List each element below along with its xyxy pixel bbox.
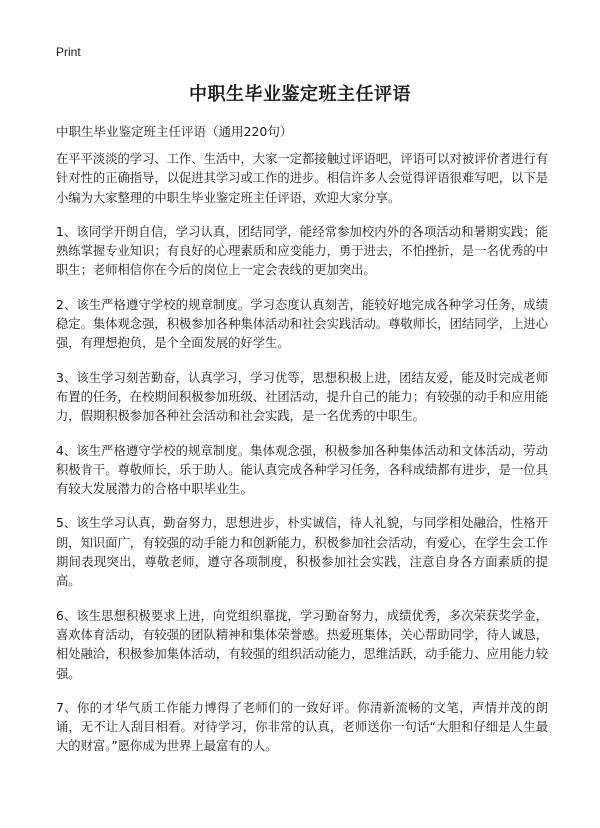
comment-paragraph-3: 3、该生学习刻苦勤奋，认真学习，学习优等，思想积极上进，团结友爱，能及时完成老师布置的任务，在校期间积极参加班级、社团活动，提升自己的能力；有较强的动手和应用能力，假期积极参加各种社会活动和社会实践，是一名优秀的中职生。 (56, 370, 548, 424)
comment-paragraph-1: 1、该同学开朗自信，学习认真，团结同学，能经常参加校内外的各项活动和暑期实践；能熟练掌握专业知识；有良好的心理素质和应变能力，勇于进去，不怕挫折，是一名优秀的中职生；老师相信你在今后的岗位上一定会表线的更加突出。 (56, 224, 548, 278)
document-body (56, 150, 548, 772)
print-link[interactable]: Print (56, 45, 81, 59)
comment-paragraph-2: 2、该生严格遵守学校的规章制度。学习态度认真刻苦，能较好地完成各种学习任务，成绩稳定。集体观念强，积极参加各种集体活动和社会实践活动。尊敬师长，团结同学，上进心强，有理想抱负，是个全面发展的好学生。 (56, 297, 548, 351)
document-subtitle: 中职生毕业鉴定班主任评语（通用220句） (56, 124, 293, 139)
intro-paragraph: 在平平淡淡的学习、工作、生活中，大家一定都接触过评语吧，评语可以对被评价者进行有针对性的正确指导，以促进其学习或工作的进步。相信许多人会觉得评语很难写吧，以下是小编为大家整理的中职生毕业鉴定班主任评语，欢迎大家分享。 (56, 152, 548, 205)
comment-paragraph-7: 7、你的才华气质工作能力博得了老师们的一致好评。你清新流畅的文笔，声情并茂的朗诵，无不让人刮目相看。对待学习，你非常的认真，老师送你一句话“大胆和仔细是人生最大的财富。”愿你成为世界上最富有的人。 (56, 700, 548, 754)
comment-paragraph-5: 5、该生学习认真，勤奋努力，思想进步，朴实诚信，待人礼貌，与同学相处融洽，性格开朗，知识面广，有较强的动手能力和创新能力，积极参加社会活动，有爱心，在学生会工作期间表现突出，尊敬老师，遵守各项制度，积极参加社会实践，注意自身各方面素质的提高。 (56, 516, 548, 589)
comment-paragraph-4: 4、该生严格遵守学校的规章制度。集体观念强，积极参加各种集体活动和文体活动，劳动积极肯干。尊敬师长，乐于助人。能认真完成各种学习任务，各科成绩都有进步，是一位具有较大发展潜力的合格中职毕业生。 (56, 443, 548, 497)
page-title: 中职生毕业鉴定班主任评语 (189, 84, 411, 105)
comment-paragraph-6: 6、该生思想积极要求上进，向党组织靠拢，学习勤奋努力，成绩优秀，多次荣获奖学金，喜欢体育活动，有较强的团队精神和集体荣誉感。热爱班集体，关心帮助同学，待人诚恳，相处融洽，积极参加集体活动，有较强的组织活动能力，思维活跃，动手能力、应用能力较强。 (56, 608, 548, 681)
